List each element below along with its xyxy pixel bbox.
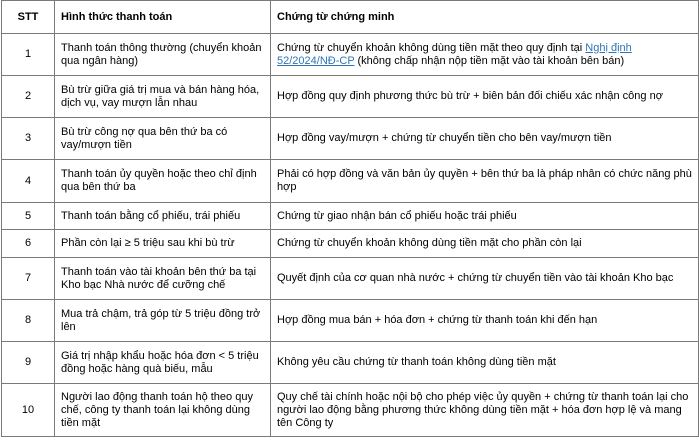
row-stt: 2 [2, 76, 55, 118]
row-stt: 1 [2, 34, 55, 76]
row-stt: 4 [2, 160, 55, 203]
row-proof-documents: Hợp đồng quy định phương thức bù trừ + biên bản đối chiếu xác nhận công nợ [271, 76, 699, 118]
row-stt: 8 [2, 300, 55, 342]
table-row [2, 230, 699, 258]
table-row [2, 384, 699, 437]
row-proof-documents: Hợp đồng mua bán + hóa đơn + chứng từ thanh toán khi đến hạn [271, 300, 699, 342]
row-stt: 9 [2, 342, 55, 384]
row-stt: 5 [2, 203, 55, 230]
row-payment-form: Thanh toán thông thường (chuyển khoản qua ngân hàng) [55, 34, 271, 76]
table-row [2, 300, 699, 342]
proof-text: (không chấp nhận nộp tiền mặt vào tài khoản bên bán) [354, 54, 625, 67]
row-payment-form: Thanh toán vào tài khoản bên thứ ba tại Kho bạc Nhà nước để cưỡng chế [55, 258, 271, 300]
table-row [2, 34, 699, 76]
row-stt: 7 [2, 258, 55, 300]
header-proof-documents: Chứng từ chứng minh [271, 1, 699, 34]
row-payment-form: Giá trị nhập khẩu hoặc hóa đơn < 5 triệu đồng hoặc hàng quà biếu, mẫu [55, 342, 271, 384]
table-row [2, 258, 699, 300]
row-payment-form: Mua trả chậm, trả góp từ 5 triệu đồng trở lên [55, 300, 271, 342]
proof-text: Chứng từ chuyển khoản không dùng tiền mặt theo quy định tại [277, 41, 586, 54]
table-row [2, 118, 699, 160]
row-payment-form: Người lao động thanh toán hộ theo quy chế, công ty thanh toán lại không dùng tiền mặt [55, 384, 271, 437]
header-stt: STT [2, 1, 55, 34]
row-payment-form: Phần còn lại ≥ 5 triệu sau khi bù trừ [55, 230, 271, 258]
row-stt: 6 [2, 230, 55, 258]
row-proof-documents: Chứng từ giao nhận bán cổ phiếu hoặc trái phiếu [271, 203, 699, 230]
row-proof-documents: Quyết định của cơ quan nhà nước + chứng từ chuyển tiền vào tài khoản Kho bạc [271, 258, 699, 300]
table-row [2, 76, 699, 118]
table-row [2, 160, 699, 203]
payment-proof-table [1, 0, 699, 437]
row-stt: 3 [2, 118, 55, 160]
row-payment-form: Bù trừ giữa giá trị mua và bán hàng hóa, dịch vụ, vay mượn lẫn nhau [55, 76, 271, 118]
table-row [2, 203, 699, 230]
row-stt: 10 [2, 384, 55, 437]
header-row [2, 1, 699, 34]
row-payment-form: Thanh toán ủy quyền hoặc theo chỉ định qua bên thứ ba [55, 160, 271, 203]
row-proof-documents: Không yêu cầu chứng từ thanh toán không dùng tiền mặt [271, 342, 699, 384]
row-proof-documents [271, 34, 699, 76]
row-payment-form: Thanh toán bằng cổ phiếu, trái phiếu [55, 203, 271, 230]
row-proof-documents: Chứng từ chuyển khoản không dùng tiền mặt cho phần còn lại [271, 230, 699, 258]
row-proof-documents: Quy chế tài chính hoặc nội bộ cho phép việc ủy quyền + chứng từ thanh toán lại cho người lao động bằng phương thức không dùng tiền mặt + hóa đơn hợp lệ và mang tên Công ty [271, 384, 699, 437]
header-payment-form: Hình thức thanh toán [55, 1, 271, 34]
row-payment-form: Bù trừ công nợ qua bên thứ ba có vay/mượn tiền [55, 118, 271, 160]
row-proof-documents: Hợp đồng vay/mượn + chứng từ chuyển tiền cho bên vay/mượn tiền [271, 118, 699, 160]
row-proof-documents: Phải có hợp đồng và văn bản ủy quyền + bên thứ ba là pháp nhân có chức năng phù hợp [271, 160, 699, 203]
decree-link[interactable]: Nghị định 52/2024/NĐ-CP [277, 41, 632, 67]
table-row [2, 342, 699, 384]
